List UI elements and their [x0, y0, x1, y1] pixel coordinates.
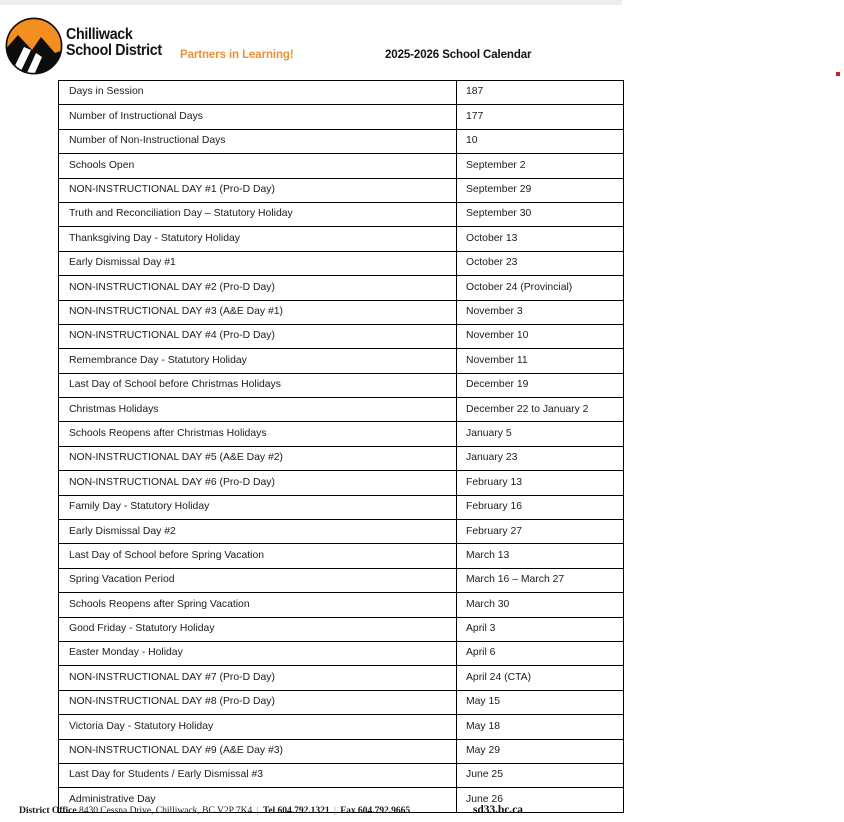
calendar-event-cell: Last Day of School before Spring Vacation: [59, 544, 457, 568]
calendar-event-cell: NON-INSTRUCTIONAL DAY #1 (Pro-D Day): [59, 178, 457, 202]
table-row: [59, 715, 624, 739]
calendar-event-cell: Early Dismissal Day #1: [59, 251, 457, 275]
calendar-event-cell: Easter Monday - Holiday: [59, 641, 457, 665]
calendar-date-cell: March 13: [457, 544, 624, 568]
calendar-date-cell: January 23: [457, 446, 624, 470]
calendar-event-cell: Victoria Day - Statutory Holiday: [59, 715, 457, 739]
calendar-event-cell: Schools Open: [59, 154, 457, 178]
calendar-date-cell: September 2: [457, 154, 624, 178]
calendar-date-cell: January 5: [457, 422, 624, 446]
calendar-event-cell: NON-INSTRUCTIONAL DAY #6 (Pro-D Day): [59, 471, 457, 495]
calendar-table-body: [59, 81, 624, 813]
calendar-event-cell: Last Day of School before Christmas Holidays: [59, 373, 457, 397]
footer-contact-line: [19, 805, 410, 816]
calendar-date-cell: May 18: [457, 715, 624, 739]
calendar-date-cell: April 24 (CTA): [457, 666, 624, 690]
calendar-event-cell: Last Day for Students / Early Dismissal #3: [59, 763, 457, 787]
calendar-date-cell: 177: [457, 105, 624, 129]
calendar-event-cell: NON-INSTRUCTIONAL DAY #4 (Pro-D Day): [59, 324, 457, 348]
calendar-table-container: [58, 80, 603, 813]
table-row: [59, 202, 624, 226]
calendar-event-cell: Truth and Reconciliation Day – Statutory Holiday: [59, 202, 457, 226]
calendar-event-cell: Days in Session: [59, 81, 457, 105]
calendar-event-cell: Schools Reopens after Christmas Holidays: [59, 422, 457, 446]
calendar-date-cell: February 13: [457, 471, 624, 495]
calendar-table: [58, 80, 624, 813]
calendar-event-cell: Thanksgiving Day - Statutory Holiday: [59, 227, 457, 251]
calendar-date-cell: February 27: [457, 520, 624, 544]
table-row: [59, 105, 624, 129]
table-row: [59, 178, 624, 202]
tagline: Partners in Learning!: [180, 49, 294, 61]
calendar-date-cell: September 29: [457, 178, 624, 202]
calendar-date-cell: March 16 – March 27: [457, 568, 624, 592]
table-row: [59, 81, 624, 105]
table-row: [59, 422, 624, 446]
table-row: [59, 154, 624, 178]
table-row: [59, 690, 624, 714]
table-row: [59, 593, 624, 617]
calendar-date-cell: June 25: [457, 763, 624, 787]
calendar-event-cell: Number of Instructional Days: [59, 105, 457, 129]
table-row: [59, 446, 624, 470]
footer-website: sd33.bc.ca: [473, 804, 523, 816]
calendar-date-cell: December 22 to January 2: [457, 398, 624, 422]
calendar-date-cell: June 26: [457, 788, 624, 812]
calendar-event-cell: Spring Vacation Period: [59, 568, 457, 592]
footer-office-label: District Office: [19, 805, 77, 816]
footer-separator-1: |: [256, 805, 259, 816]
table-row: [59, 251, 624, 275]
table-row: [59, 739, 624, 763]
red-dot-marker: [836, 72, 840, 76]
table-row: [59, 520, 624, 544]
calendar-event-cell: Number of Non-Instructional Days: [59, 129, 457, 153]
footer-separator-2: |: [334, 805, 336, 816]
calendar-date-cell: April 3: [457, 617, 624, 641]
calendar-date-cell: May 29: [457, 739, 624, 763]
calendar-date-cell: December 19: [457, 373, 624, 397]
chilliwack-school-district-logo-icon: [5, 17, 63, 75]
calendar-event-cell: Remembrance Day - Statutory Holiday: [59, 349, 457, 373]
table-row: [59, 544, 624, 568]
document-header: [0, 5, 622, 77]
calendar-date-cell: March 30: [457, 593, 624, 617]
calendar-event-cell: Early Dismissal Day #2: [59, 520, 457, 544]
calendar-event-cell: Christmas Holidays: [59, 398, 457, 422]
calendar-event-cell: NON-INSTRUCTIONAL DAY #7 (Pro-D Day): [59, 666, 457, 690]
document-footer: [0, 802, 622, 822]
footer-address: 8430 Cessna Drive, Chilliwack, BC V2P 7K4: [78, 805, 253, 816]
calendar-date-cell: September 30: [457, 202, 624, 226]
table-row: [59, 471, 624, 495]
table-row: [59, 349, 624, 373]
table-row: [59, 568, 624, 592]
calendar-event-cell: Schools Reopens after Spring Vacation: [59, 593, 457, 617]
calendar-date-cell: April 6: [457, 641, 624, 665]
table-row: [59, 324, 624, 348]
table-row: [59, 276, 624, 300]
calendar-date-cell: November 3: [457, 300, 624, 324]
calendar-date-cell: October 23: [457, 251, 624, 275]
calendar-event-cell: NON-INSTRUCTIONAL DAY #5 (A&E Day #2): [59, 446, 457, 470]
calendar-event-cell: NON-INSTRUCTIONAL DAY #3 (A&E Day #1): [59, 300, 457, 324]
calendar-event-cell: NON-INSTRUCTIONAL DAY #8 (Pro-D Day): [59, 690, 457, 714]
calendar-date-cell: 10: [457, 129, 624, 153]
logo-wordmark: [66, 27, 176, 59]
table-row: [59, 641, 624, 665]
footer-tel: Tel 604.792.1321: [262, 805, 330, 816]
table-row: [59, 373, 624, 397]
table-row: [59, 129, 624, 153]
calendar-date-cell: May 15: [457, 690, 624, 714]
calendar-date-cell: November 10: [457, 324, 624, 348]
table-row: [59, 398, 624, 422]
calendar-date-cell: 187: [457, 81, 624, 105]
logo-wordmark-line-2: School District: [66, 42, 162, 60]
calendar-event-cell: NON-INSTRUCTIONAL DAY #9 (A&E Day #3): [59, 739, 457, 763]
calendar-date-cell: February 16: [457, 495, 624, 519]
table-row: [59, 227, 624, 251]
table-row: [59, 300, 624, 324]
footer-fax: Fax 604.792.9665: [340, 805, 411, 816]
calendar-event-cell: Good Friday - Statutory Holiday: [59, 617, 457, 641]
table-row: [59, 617, 624, 641]
table-row: [59, 495, 624, 519]
table-row: [59, 666, 624, 690]
calendar-date-cell: October 24 (Provincial): [457, 276, 624, 300]
calendar-event-cell: NON-INSTRUCTIONAL DAY #2 (Pro-D Day): [59, 276, 457, 300]
calendar-date-cell: October 13: [457, 227, 624, 251]
table-row: [59, 763, 624, 787]
page-title: 2025-2026 School Calendar: [385, 49, 532, 61]
calendar-event-cell: Family Day - Statutory Holiday: [59, 495, 457, 519]
calendar-event-cell: Administrative Day: [59, 788, 457, 812]
logo-wordmark-line-1: Chilliwack: [66, 26, 133, 43]
calendar-date-cell: November 11: [457, 349, 624, 373]
